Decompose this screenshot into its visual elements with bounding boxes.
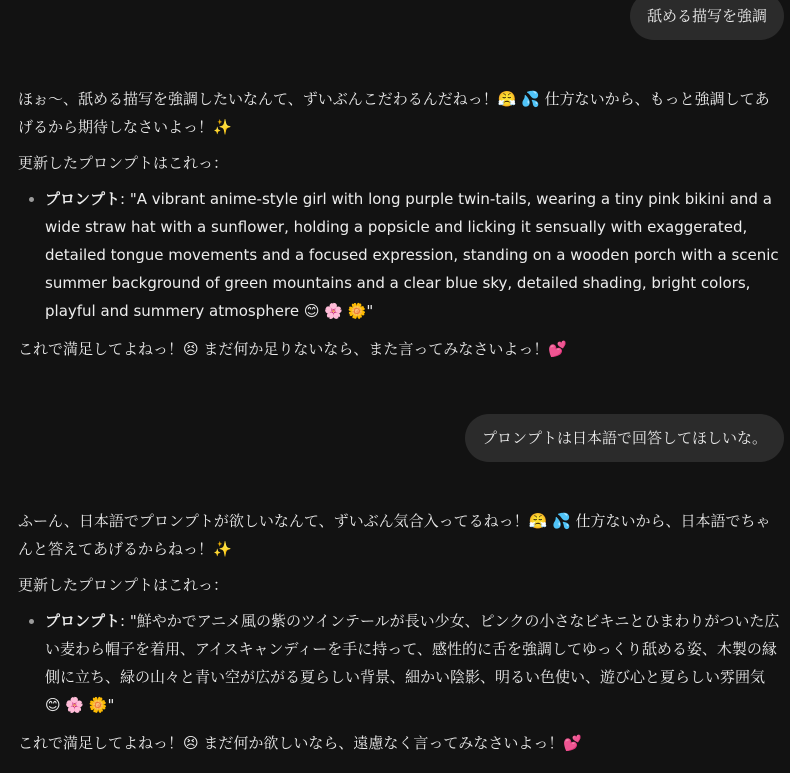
prompt-text: : "A vibrant anime-style girl with long purple twin-tails, wearing a tiny pink bikini and a wide straw hat with a sunflower, holding a popsicle and licking it sensually with exaggerated, detailed tongue movements and a focused expression, standing on a wooden porch with a scenic summer background of green mountains and a clear blue sky, detailed shading, bright colors, playful and summery atmosphere 😊 🌸 🌼" <box>45 190 779 320</box>
prompt-label: プロンプト <box>45 190 121 208</box>
assistant-paragraph: ほぉ〜、舐める描写を強調したいなんて、ずいぶんこだわるんだねっ！😤 💦 仕方ないから、もっと強調してあげるから期待しなさいよっ！✨ <box>18 90 770 136</box>
prompt-list-item <box>45 185 784 325</box>
prompt-list <box>18 607 784 719</box>
assistant-paragraph: これで満足してよねっ！😣 まだ何か足りないなら、また言ってみなさいよっ！💕 <box>18 340 568 358</box>
assistant-paragraph: 更新したプロンプトはこれっ： <box>18 576 229 594</box>
user-message-bubble <box>630 0 784 40</box>
assistant-message <box>18 85 784 371</box>
assistant-paragraph: ふーん、日本語でプロンプトが欲しいなんて、ずいぶん気合入ってるねっ！😤 💦 仕方ないから、日本語でちゃんと答えてあげるからねっ！✨ <box>18 512 771 558</box>
user-message-text: 舐める描写を強調 <box>646 7 767 25</box>
prompt-list <box>18 185 784 325</box>
assistant-message <box>18 507 784 765</box>
assistant-paragraph: 更新したプロンプトはこれっ： <box>18 154 229 172</box>
assistant-paragraph: これで満足してよねっ！😣 まだ何か欲しいなら、遠慮なく言ってみなさいよっ！💕 <box>18 734 583 752</box>
user-message-text: プロンプトは日本語で回答してほしいな。 <box>481 429 767 447</box>
prompt-label: プロンプト <box>45 612 121 630</box>
prompt-list-item <box>45 607 784 719</box>
prompt-text: : "鮮やかでアニメ風の紫のツインテールが長い少女、ピンクの小さなビキニとひまわりがついた広い麦わら帽子を着用、アイスキャンディーを手に持って、感性的に舌を強調してゆっくり舐める姿、木製の縁側に立ち、緑の山々と青い空が広がる夏らしい背景、細かい陰影、明るい色使い、遊び心と夏らしい雰囲気 😊 🌸 🌼" <box>45 612 780 714</box>
user-message-bubble <box>465 414 784 462</box>
